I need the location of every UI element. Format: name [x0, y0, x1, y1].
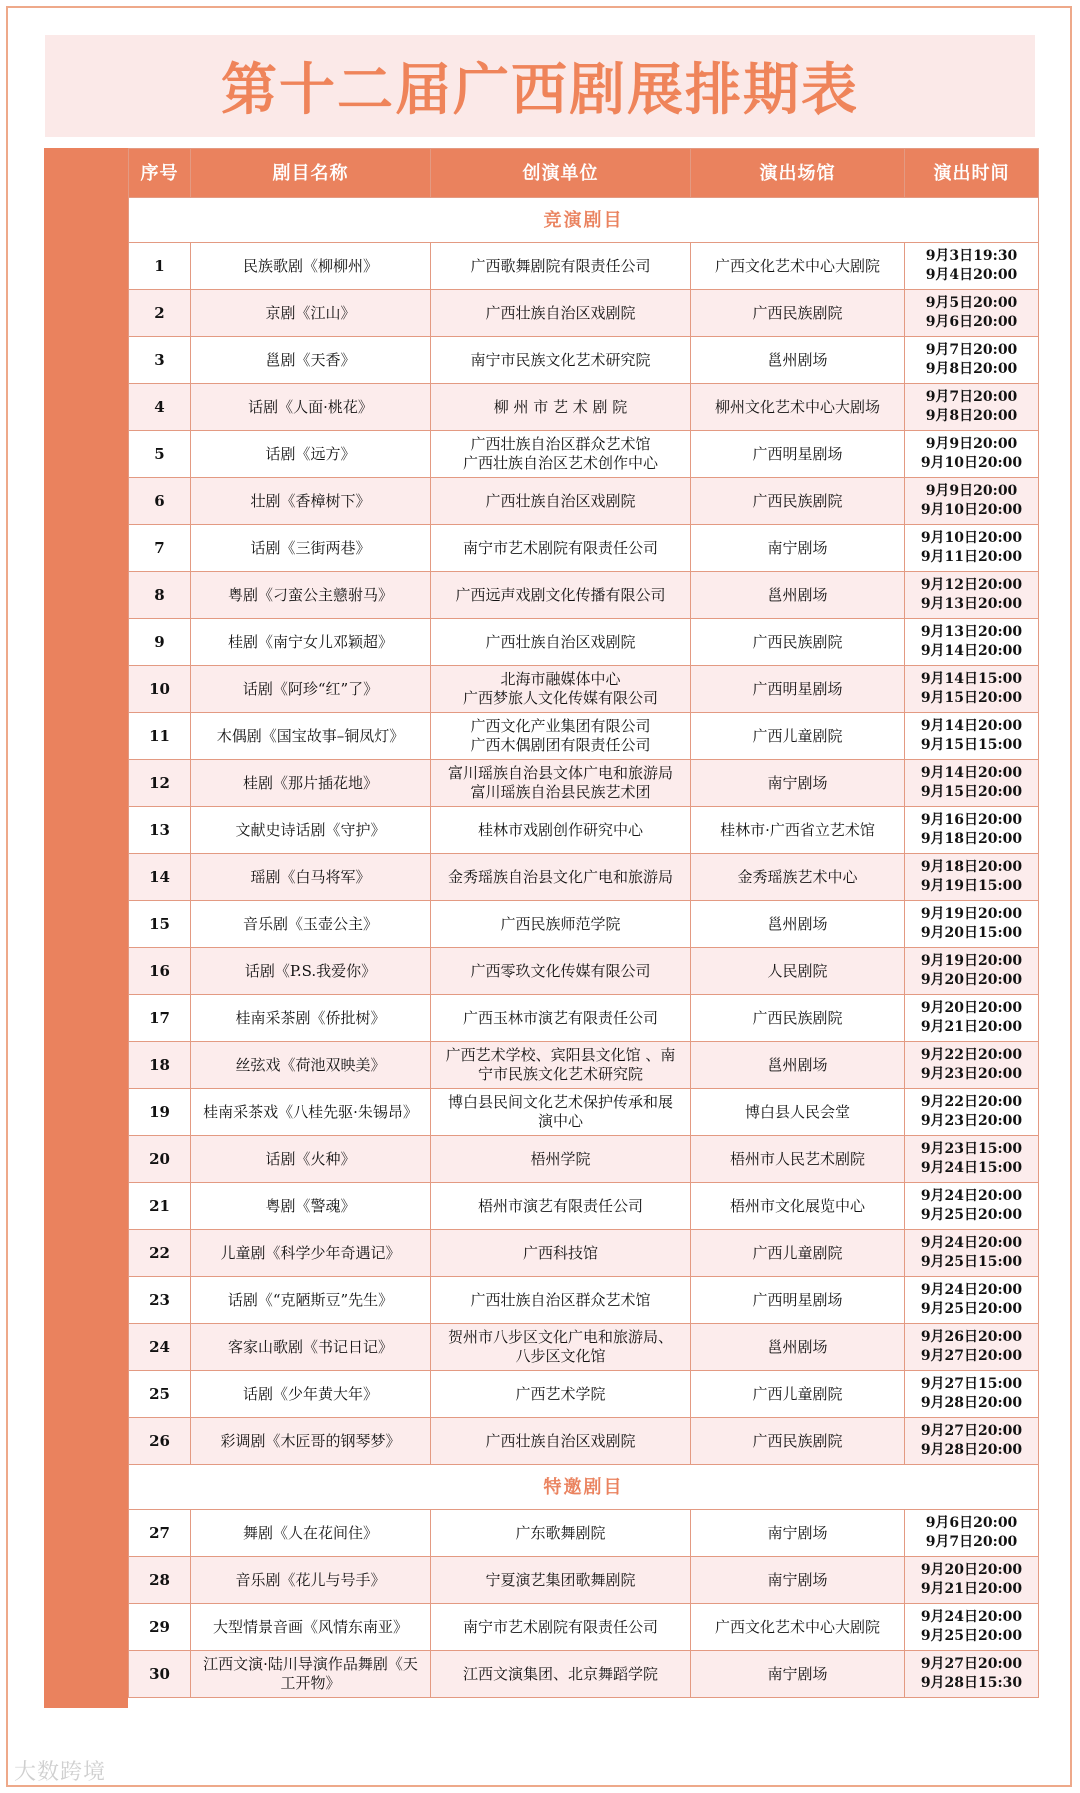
row-production-unit: 梧州市演艺有限责任公司 — [431, 1183, 691, 1230]
showtime-2: 9月4日20:00 — [925, 267, 1018, 283]
row-program-name: 话剧《人面·桃花》 — [191, 384, 431, 431]
row-showtime — [905, 384, 1039, 431]
showtime-2: 9月8日20:00 — [925, 408, 1018, 424]
row-production-unit: 广西壮族自治区戏剧院 — [431, 1418, 691, 1465]
table-row — [129, 1604, 1039, 1651]
row-production-unit: 桂林市戏剧创作研究中心 — [431, 807, 691, 854]
row-venue: 广西文化艺术中心大剧院 — [691, 1604, 905, 1651]
showtime-1: 9月18日20:00 — [920, 859, 1023, 875]
row-venue: 邕州剧场 — [691, 572, 905, 619]
row-number: 29 — [129, 1604, 191, 1651]
left-accent-bar — [44, 148, 128, 1708]
row-production-unit: 广西远声戏剧文化传播有限公司 — [431, 572, 691, 619]
row-program-name: 壮剧《香樟树下》 — [191, 478, 431, 525]
row-venue: 邕州剧场 — [691, 1042, 905, 1089]
row-program-name: 桂剧《南宁女儿邓颖超》 — [191, 619, 431, 666]
showtime-1: 9月13日20:00 — [920, 624, 1023, 640]
showtime-2: 9月15日15:00 — [920, 737, 1023, 753]
row-showtime — [905, 572, 1039, 619]
row-program-name: 话剧《阿珍“红”了》 — [191, 666, 431, 713]
row-production-unit: 柳 州 市 艺 术 剧 院 — [431, 384, 691, 431]
row-venue: 邕州剧场 — [691, 337, 905, 384]
row-program-name: 音乐剧《玉壶公主》 — [191, 901, 431, 948]
row-showtime — [905, 948, 1039, 995]
row-program-name: 话剧《少年黄大年》 — [191, 1371, 431, 1418]
row-showtime — [905, 666, 1039, 713]
row-venue: 广西明星剧场 — [691, 666, 905, 713]
row-venue: 广西明星剧场 — [691, 1277, 905, 1324]
table-row — [129, 290, 1039, 337]
row-program-name: 音乐剧《花儿与号手》 — [191, 1557, 431, 1604]
row-production-unit: 广东歌舞剧院 — [431, 1510, 691, 1557]
row-number: 9 — [129, 619, 191, 666]
title-banner — [45, 35, 1035, 137]
showtime-1: 9月14日20:00 — [920, 765, 1023, 781]
row-venue: 广西民族剧院 — [691, 995, 905, 1042]
row-showtime — [905, 1230, 1039, 1277]
showtime-2: 9月14日20:00 — [920, 643, 1023, 659]
showtime-1: 9月14日15:00 — [920, 671, 1023, 687]
row-program-name: 彩调剧《木匠哥的钢琴梦》 — [191, 1418, 431, 1465]
row-venue: 广西儿童剧院 — [691, 713, 905, 760]
showtime-1: 9月6日20:00 — [925, 1515, 1018, 1531]
row-production-unit: 金秀瑶族自治县文化广电和旅游局 — [431, 854, 691, 901]
table-row — [129, 525, 1039, 572]
table-row — [129, 243, 1039, 290]
showtime-2: 9月7日20:00 — [925, 1534, 1018, 1550]
showtime-2: 9月6日20:00 — [925, 314, 1018, 330]
row-number: 1 — [129, 243, 191, 290]
showtime-1: 9月9日20:00 — [925, 483, 1018, 499]
row-showtime — [905, 995, 1039, 1042]
table-row — [129, 1089, 1039, 1136]
row-number: 7 — [129, 525, 191, 572]
row-showtime — [905, 901, 1039, 948]
row-number: 21 — [129, 1183, 191, 1230]
showtime-1: 9月3日19:30 — [925, 248, 1018, 264]
row-production-unit: 广西玉林市演艺有限责任公司 — [431, 995, 691, 1042]
showtime-1: 9月24日20:00 — [920, 1235, 1023, 1251]
showtime-2: 9月13日20:00 — [920, 596, 1023, 612]
table-row — [129, 572, 1039, 619]
row-program-name: 话剧《火种》 — [191, 1136, 431, 1183]
row-program-name: 桂南采茶剧《侨批树》 — [191, 995, 431, 1042]
row-number: 13 — [129, 807, 191, 854]
row-number: 19 — [129, 1089, 191, 1136]
table-row — [129, 948, 1039, 995]
showtime-2: 9月8日20:00 — [925, 361, 1018, 377]
showtime-2: 9月19日15:00 — [920, 878, 1023, 894]
row-program-name: 江西文演·陆川导演作品舞剧《天 工开物》 — [191, 1651, 431, 1698]
watermark-logo: 大数跨境 — [14, 1760, 107, 1785]
table-row — [129, 384, 1039, 431]
row-venue: 梧州市人民艺术剧院 — [691, 1136, 905, 1183]
showtime-1: 9月23日15:00 — [920, 1141, 1023, 1157]
page-title: 第十二届广西剧展排期表 — [221, 58, 859, 123]
row-production-unit: 广西歌舞剧院有限责任公司 — [431, 243, 691, 290]
table-row — [129, 431, 1039, 478]
row-venue: 梧州市文化展览中心 — [691, 1183, 905, 1230]
table-row — [129, 1183, 1039, 1230]
header-venue: 演出场馆 — [691, 149, 905, 198]
row-showtime — [905, 619, 1039, 666]
showtime-2: 9月21日20:00 — [920, 1019, 1023, 1035]
row-number: 16 — [129, 948, 191, 995]
table-row — [129, 713, 1039, 760]
showtime-2: 9月27日20:00 — [920, 1348, 1023, 1364]
row-program-name: 民族歌剧《柳柳州》 — [191, 243, 431, 290]
row-showtime — [905, 478, 1039, 525]
row-program-name: 话剧《远方》 — [191, 431, 431, 478]
row-number: 12 — [129, 760, 191, 807]
row-showtime — [905, 1371, 1039, 1418]
row-program-name: 话剧《三街两巷》 — [191, 525, 431, 572]
row-program-name: 文献史诗话剧《守护》 — [191, 807, 431, 854]
row-number: 2 — [129, 290, 191, 337]
row-program-name: 瑶剧《白马将军》 — [191, 854, 431, 901]
table-row — [129, 854, 1039, 901]
row-production-unit: 梧州学院 — [431, 1136, 691, 1183]
showtime-1: 9月10日20:00 — [920, 530, 1023, 546]
table-row — [129, 1230, 1039, 1277]
row-number: 30 — [129, 1651, 191, 1698]
showtime-1: 9月22日20:00 — [920, 1047, 1023, 1063]
row-showtime — [905, 854, 1039, 901]
showtime-1: 9月12日20:00 — [920, 577, 1023, 593]
row-number: 15 — [129, 901, 191, 948]
table-row — [129, 666, 1039, 713]
showtime-2: 9月10日20:00 — [920, 502, 1023, 518]
row-venue: 南宁剧场 — [691, 760, 905, 807]
row-number: 17 — [129, 995, 191, 1042]
row-venue: 桂林市·广西省立艺术馆 — [691, 807, 905, 854]
showtime-2: 9月20日15:00 — [920, 925, 1023, 941]
row-showtime — [905, 290, 1039, 337]
row-production-unit: 广西零玖文化传媒有限公司 — [431, 948, 691, 995]
row-production-unit: 广西文化产业集团有限公司 广西木偶剧团有限责任公司 — [431, 713, 691, 760]
header-time: 演出时间 — [905, 149, 1039, 198]
row-showtime — [905, 337, 1039, 384]
row-showtime — [905, 1604, 1039, 1651]
row-showtime — [905, 807, 1039, 854]
row-venue: 柳州文化艺术中心大剧场 — [691, 384, 905, 431]
row-venue: 广西儿童剧院 — [691, 1230, 905, 1277]
table-row — [129, 478, 1039, 525]
table-row — [129, 1557, 1039, 1604]
showtime-2: 9月21日20:00 — [920, 1581, 1023, 1597]
showtime-1: 9月16日20:00 — [920, 812, 1023, 828]
row-program-name: 邕剧《天香》 — [191, 337, 431, 384]
showtime-2: 9月25日20:00 — [920, 1207, 1023, 1223]
schedule-table — [128, 148, 1039, 1698]
row-production-unit: 广西民族师范学院 — [431, 901, 691, 948]
row-venue: 广西民族剧院 — [691, 478, 905, 525]
showtime-1: 9月27日20:00 — [920, 1656, 1023, 1672]
showtime-1: 9月19日20:00 — [920, 953, 1023, 969]
row-venue: 广西民族剧院 — [691, 619, 905, 666]
showtime-1: 9月24日20:00 — [920, 1282, 1023, 1298]
showtime-2: 9月18日20:00 — [920, 831, 1023, 847]
header-unit: 创演单位 — [431, 149, 691, 198]
row-program-name: 粤剧《刁蛮公主戆驸马》 — [191, 572, 431, 619]
row-production-unit: 南宁市艺术剧院有限责任公司 — [431, 525, 691, 572]
showtime-1: 9月22日20:00 — [920, 1094, 1023, 1110]
row-showtime — [905, 525, 1039, 572]
showtime-1: 9月7日20:00 — [925, 389, 1018, 405]
row-number: 27 — [129, 1510, 191, 1557]
row-program-name: 舞剧《人在花间住》 — [191, 1510, 431, 1557]
row-number: 14 — [129, 854, 191, 901]
row-program-name: 客家山歌剧《书记日记》 — [191, 1324, 431, 1371]
row-number: 5 — [129, 431, 191, 478]
row-venue: 邕州剧场 — [691, 901, 905, 948]
row-venue: 金秀瑶族艺术中心 — [691, 854, 905, 901]
showtime-1: 9月20日20:00 — [920, 1000, 1023, 1016]
row-program-name: 大型情景音画《风情东南亚》 — [191, 1604, 431, 1651]
row-program-name: 京剧《江山》 — [191, 290, 431, 337]
row-production-unit: 广西壮族自治区戏剧院 — [431, 619, 691, 666]
row-number: 8 — [129, 572, 191, 619]
row-showtime — [905, 1557, 1039, 1604]
row-production-unit: 北海市融媒体中心 广西梦旅人文化传媒有限公司 — [431, 666, 691, 713]
row-program-name: 儿童剧《科学少年奇遇记》 — [191, 1230, 431, 1277]
table-row — [129, 1042, 1039, 1089]
showtime-2: 9月25日20:00 — [920, 1628, 1023, 1644]
row-number: 28 — [129, 1557, 191, 1604]
row-venue: 广西儿童剧院 — [691, 1371, 905, 1418]
row-production-unit: 广西壮族自治区群众艺术馆 — [431, 1277, 691, 1324]
row-showtime — [905, 431, 1039, 478]
row-program-name: 粤剧《警魂》 — [191, 1183, 431, 1230]
showtime-1: 9月14日20:00 — [920, 718, 1023, 734]
row-showtime — [905, 1418, 1039, 1465]
section-label: 竞演剧目 — [129, 198, 1039, 243]
row-production-unit: 广西壮族自治区戏剧院 — [431, 478, 691, 525]
row-showtime — [905, 1042, 1039, 1089]
table-row — [129, 337, 1039, 384]
table-row — [129, 1510, 1039, 1557]
row-production-unit: 博白县民间文化艺术保护传承和展 演中心 — [431, 1089, 691, 1136]
row-number: 10 — [129, 666, 191, 713]
row-production-unit: 贺州市八步区文化广电和旅游局、 八步区文化馆 — [431, 1324, 691, 1371]
row-production-unit: 江西文演集团、北京舞蹈学院 — [431, 1651, 691, 1698]
row-production-unit: 富川瑶族自治县文体广电和旅游局 富川瑶族自治县民族艺术团 — [431, 760, 691, 807]
row-venue: 博白县人民会堂 — [691, 1089, 905, 1136]
showtime-1: 9月19日20:00 — [920, 906, 1023, 922]
row-production-unit: 广西壮族自治区戏剧院 — [431, 290, 691, 337]
table-row — [129, 1651, 1039, 1698]
row-program-name: 话剧《P.S.我爱你》 — [191, 948, 431, 995]
section-row — [129, 1465, 1039, 1510]
table-row — [129, 1371, 1039, 1418]
row-showtime — [905, 1136, 1039, 1183]
row-showtime — [905, 1324, 1039, 1371]
table-row — [129, 760, 1039, 807]
table-body — [129, 198, 1039, 1698]
table-row — [129, 1418, 1039, 1465]
row-production-unit: 广西艺术学院 — [431, 1371, 691, 1418]
row-number: 20 — [129, 1136, 191, 1183]
row-number: 3 — [129, 337, 191, 384]
row-venue: 广西民族剧院 — [691, 290, 905, 337]
row-number: 11 — [129, 713, 191, 760]
showtime-2: 9月23日20:00 — [920, 1066, 1023, 1082]
showtime-1: 9月24日20:00 — [920, 1609, 1023, 1625]
row-venue: 南宁剧场 — [691, 525, 905, 572]
row-program-name: 木偶剧《国宝故事–铜凤灯》 — [191, 713, 431, 760]
row-number: 6 — [129, 478, 191, 525]
row-production-unit: 广西艺术学校、宾阳县文化馆 、南 宁市民族文化艺术研究院 — [431, 1042, 691, 1089]
section-row — [129, 198, 1039, 243]
table-row — [129, 995, 1039, 1042]
showtime-1: 9月27日15:00 — [920, 1376, 1023, 1392]
row-venue: 人民剧院 — [691, 948, 905, 995]
showtime-1: 9月26日20:00 — [920, 1329, 1023, 1345]
row-venue: 邕州剧场 — [691, 1324, 905, 1371]
showtime-1: 9月7日20:00 — [925, 342, 1018, 358]
showtime-2: 9月25日20:00 — [920, 1301, 1023, 1317]
showtime-2: 9月15日20:00 — [920, 784, 1023, 800]
showtime-2: 9月25日15:00 — [920, 1254, 1023, 1270]
row-showtime — [905, 243, 1039, 290]
showtime-2: 9月11日20:00 — [920, 549, 1023, 565]
showtime-2: 9月23日20:00 — [920, 1113, 1023, 1129]
showtime-2: 9月28日15:30 — [920, 1675, 1023, 1691]
table-row — [129, 807, 1039, 854]
table-row — [129, 1277, 1039, 1324]
row-program-name: 丝弦戏《荷池双映美》 — [191, 1042, 431, 1089]
row-program-name: 桂南采茶戏《八桂先驱·朱锡昂》 — [191, 1089, 431, 1136]
row-production-unit: 南宁市民族文化艺术研究院 — [431, 337, 691, 384]
row-production-unit: 广西壮族自治区群众艺术馆 广西壮族自治区艺术创作中心 — [431, 431, 691, 478]
row-showtime — [905, 1510, 1039, 1557]
showtime-1: 9月20日20:00 — [920, 1562, 1023, 1578]
row-production-unit: 广西科技馆 — [431, 1230, 691, 1277]
row-venue: 南宁剧场 — [691, 1510, 905, 1557]
table-row — [129, 619, 1039, 666]
row-number: 23 — [129, 1277, 191, 1324]
row-program-name: 桂剧《那片插花地》 — [191, 760, 431, 807]
row-number: 4 — [129, 384, 191, 431]
row-venue: 南宁剧场 — [691, 1651, 905, 1698]
row-venue: 广西民族剧院 — [691, 1418, 905, 1465]
showtime-2: 9月10日20:00 — [920, 455, 1023, 471]
showtime-2: 9月28日20:00 — [920, 1442, 1023, 1458]
row-number: 24 — [129, 1324, 191, 1371]
row-showtime — [905, 760, 1039, 807]
showtime-1: 9月27日20:00 — [920, 1423, 1023, 1439]
showtime-2: 9月24日15:00 — [920, 1160, 1023, 1176]
table-row — [129, 1324, 1039, 1371]
row-venue: 广西文化艺术中心大剧院 — [691, 243, 905, 290]
showtime-2: 9月15日20:00 — [920, 690, 1023, 706]
showtime-1: 9月24日20:00 — [920, 1188, 1023, 1204]
header-name: 剧目名称 — [191, 149, 431, 198]
header-no: 序号 — [129, 149, 191, 198]
section-label: 特邀剧目 — [129, 1465, 1039, 1510]
row-number: 25 — [129, 1371, 191, 1418]
table-row — [129, 1136, 1039, 1183]
showtime-2: 9月20日20:00 — [920, 972, 1023, 988]
row-showtime — [905, 1183, 1039, 1230]
row-showtime — [905, 1089, 1039, 1136]
showtime-1: 9月5日20:00 — [925, 295, 1018, 311]
row-program-name: 话剧《“克陋斯豆”先生》 — [191, 1277, 431, 1324]
row-showtime — [905, 1651, 1039, 1698]
showtime-2: 9月28日20:00 — [920, 1395, 1023, 1411]
row-number: 22 — [129, 1230, 191, 1277]
row-venue: 南宁剧场 — [691, 1557, 905, 1604]
row-showtime — [905, 1277, 1039, 1324]
row-showtime — [905, 713, 1039, 760]
table-row — [129, 901, 1039, 948]
row-number: 26 — [129, 1418, 191, 1465]
row-production-unit: 宁夏演艺集团歌舞剧院 — [431, 1557, 691, 1604]
showtime-1: 9月9日20:00 — [925, 436, 1018, 452]
row-number: 18 — [129, 1042, 191, 1089]
row-production-unit: 南宁市艺术剧院有限责任公司 — [431, 1604, 691, 1651]
table-header-row — [129, 149, 1039, 198]
row-venue: 广西明星剧场 — [691, 431, 905, 478]
